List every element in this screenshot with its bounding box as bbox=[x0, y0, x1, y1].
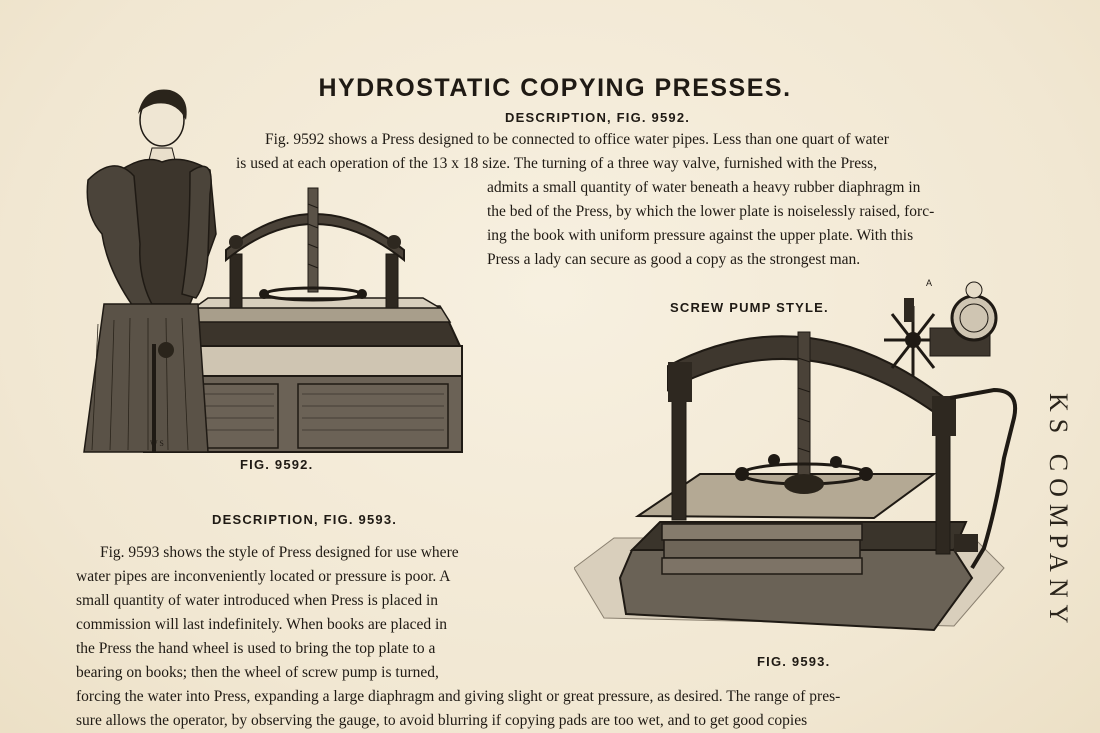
svg-text:W S: W S bbox=[150, 439, 164, 448]
fig-9592-illustration bbox=[78, 84, 464, 454]
svg-text:A: A bbox=[926, 278, 933, 288]
text-line: is used at each operation of the 13 x 18 size. The turning of a three way valve, furnished with the Press, bbox=[236, 155, 878, 172]
page-title: HYDROSTATIC COPYING PRESSES. bbox=[318, 74, 792, 102]
text-line: ing the book with uniform pressure against the upper plate. With this bbox=[487, 227, 914, 244]
fig-9593-illustration bbox=[574, 278, 1034, 648]
text-line: Fig. 9592 shows a Press designed to be connected to office water pipes. Less than one quart of water bbox=[265, 131, 889, 148]
text-line: forcing the water into Press, expanding a large diaphragm and giving slight or great pressure, as desired. The range of pres- bbox=[76, 688, 841, 705]
margin-company-label: KS COMPANY bbox=[1044, 393, 1073, 631]
text-line: the Press the hand wheel is used to bring the top plate to a bbox=[76, 640, 436, 657]
text-line: Press a lady can secure as good a copy as the strongest man. bbox=[487, 251, 861, 268]
fig-9593-caption: FIG. 9593. bbox=[757, 654, 831, 669]
text-line: small quantity of water introduced when Press is placed in bbox=[76, 592, 439, 609]
text-line: Fig. 9593 shows the style of Press designed for use where bbox=[100, 544, 459, 561]
text-line: admits a small quantity of water beneath a heavy rubber diaphragm in bbox=[487, 179, 921, 196]
fig-9592-caption: FIG. 9592. bbox=[240, 457, 314, 472]
text-line: bearing on books; then the wheel of screw pump is turned, bbox=[76, 664, 439, 681]
heading-description-9592: DESCRIPTION, FIG. 9592. bbox=[505, 110, 691, 125]
margin-company-text bbox=[1043, 393, 1073, 733]
screw-pump-style-heading: SCREW PUMP STYLE. bbox=[670, 300, 829, 315]
text-line: sure allows the operator, by observing the gauge, to avoid blurring if copying pads are too wet, and to get good copies bbox=[76, 712, 808, 729]
heading-description-9593: DESCRIPTION, FIG. 9593. bbox=[212, 512, 398, 527]
text-line: the bed of the Press, by which the lower plate is noiselessly raised, forc- bbox=[487, 203, 935, 220]
text-line: water pipes are inconveniently located or pressure is poor. A bbox=[76, 568, 451, 585]
text-line: commission will last indefinitely. When books are placed in bbox=[76, 616, 448, 633]
